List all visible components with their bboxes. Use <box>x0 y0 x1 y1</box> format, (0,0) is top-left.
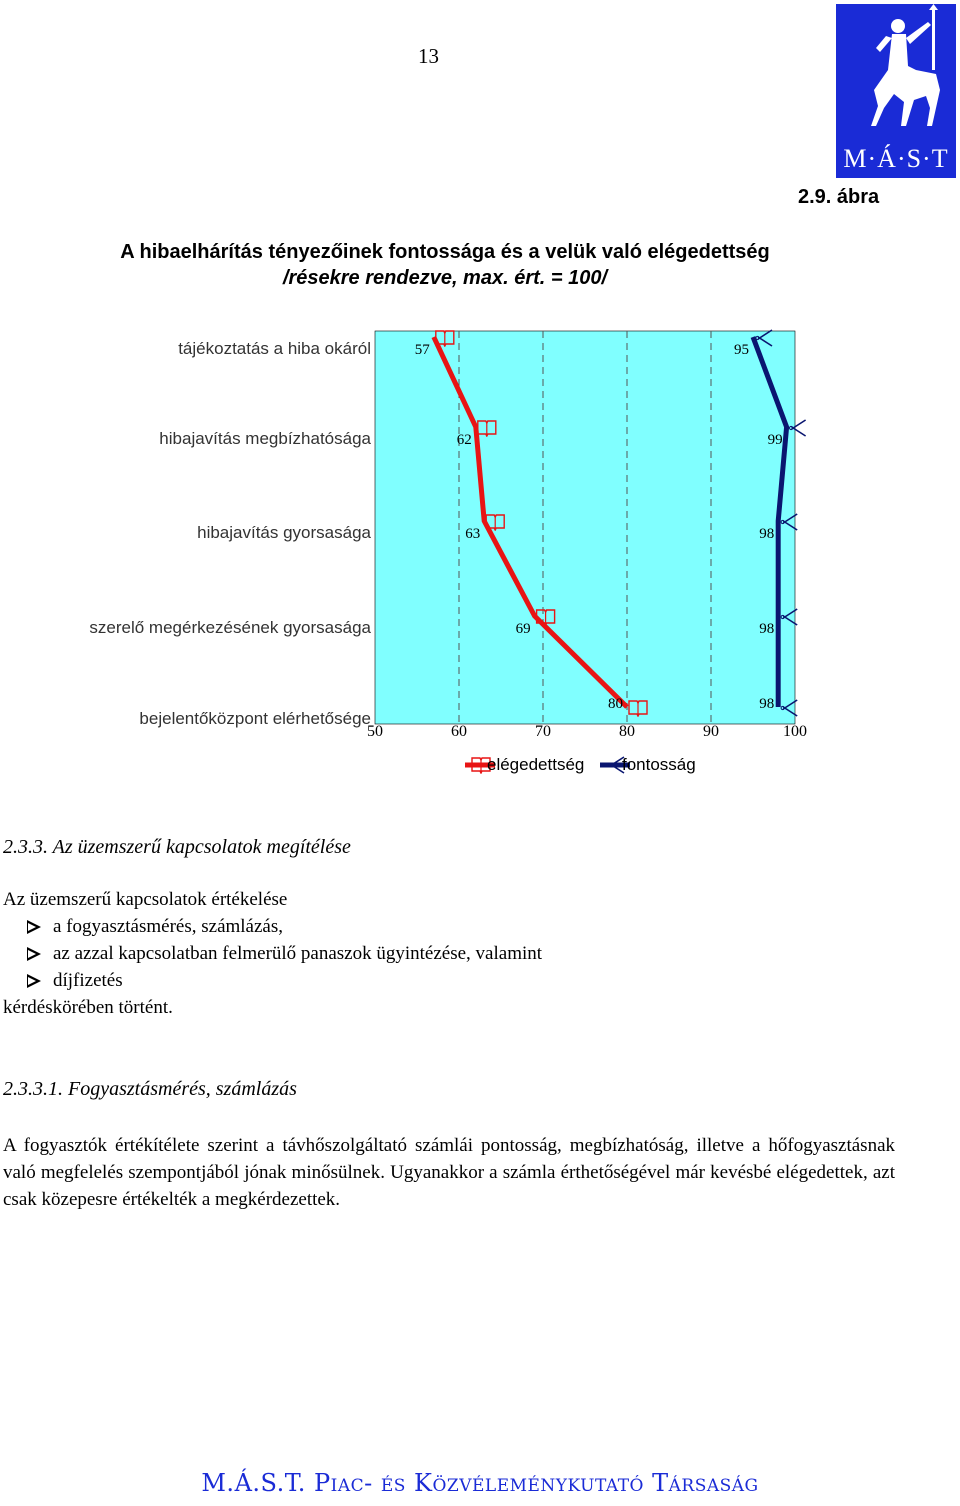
figure-label: 2.9. ábra <box>798 186 880 208</box>
bullet-list <box>27 913 542 994</box>
legend-label: fontosság <box>622 755 696 774</box>
centaur-icon <box>836 4 956 144</box>
sub-heading: 2.3.3.1. Fogyasztásmérés, számlázás <box>3 1078 297 1100</box>
arrow-bullet-icon <box>27 920 41 934</box>
bullet-item <box>27 940 542 967</box>
arrow-bullet-icon <box>27 974 41 988</box>
x-tick-label: 90 <box>703 723 719 740</box>
data-label: 98 <box>759 696 775 712</box>
category-label: tájékoztatás a hiba okáról <box>178 339 371 358</box>
category-label: hibajavítás gyorsasága <box>197 523 371 542</box>
data-label: 57 <box>414 342 430 358</box>
x-tick-label: 60 <box>451 723 467 740</box>
data-label: 99 <box>767 432 783 448</box>
data-label: 95 <box>734 342 749 358</box>
legend-label: elégedettség <box>487 755 585 774</box>
data-label: 98 <box>759 621 775 637</box>
chart-title: A hibaelhárítás tényezőinek fontossága és a velük való elégedettség <box>120 241 770 263</box>
footer: M.Á.S.T. Piac- és Közvéleménykutató Társaság <box>201 1469 759 1497</box>
data-label: 98 <box>759 526 775 542</box>
x-tick-label: 50 <box>367 723 383 740</box>
data-label: 69 <box>515 621 531 637</box>
x-tick-label: 80 <box>619 723 635 740</box>
logo-text: M·Á·S·T <box>843 144 949 173</box>
category-label: hibajavítás megbízhatósága <box>159 429 371 448</box>
mast-logo <box>836 4 956 178</box>
x-tick-labels <box>367 723 807 740</box>
legend <box>465 755 696 774</box>
category-label: bejelentőközpont elérhetősége <box>139 709 371 728</box>
data-label: 62 <box>456 432 472 448</box>
x-tick-label: 70 <box>535 723 551 740</box>
data-label: 63 <box>465 526 481 542</box>
bullet-item <box>27 913 542 940</box>
x-tick-label: 100 <box>783 723 807 740</box>
bullet-text: az azzal kapcsolatban felmerülő panaszok ügyintézése, valamint <box>53 943 543 964</box>
bullet-item <box>27 967 542 994</box>
chart-subtitle: /résekre rendezve, max. ért. = 100/ <box>282 267 608 289</box>
intro-text: Az üzemszerű kapcsolatok értékelése <box>3 889 288 910</box>
chart <box>0 310 960 790</box>
section-heading: 2.3.3. Az üzemszerű kapcsolatok megítélése <box>3 836 351 858</box>
closing-text: kérdéskörében történt. <box>3 997 173 1018</box>
data-label: 80 <box>608 696 623 712</box>
category-labels <box>89 339 371 728</box>
arrow-bullet-icon <box>27 947 41 961</box>
bullet-text: a fogyasztásmérés, számlázás, <box>53 916 284 937</box>
page-number: 13 <box>418 44 439 68</box>
category-label: szerelő megérkezésének gyorsasága <box>89 618 371 637</box>
bullet-text: díjfizetés <box>53 970 123 991</box>
body-paragraph: A fogyasztók értékítélete szerint a távhőszolgáltató számlái pontosság, megbízhatóság, illetve a hőfogyasztásnak való megfelelés szempontjából jónak minősülnek. Ugyanakkor a számla érthetőségével már kevésbé elégedettek, azt csak közepesre értékelték a megkérdezettek. <box>3 1135 895 1210</box>
